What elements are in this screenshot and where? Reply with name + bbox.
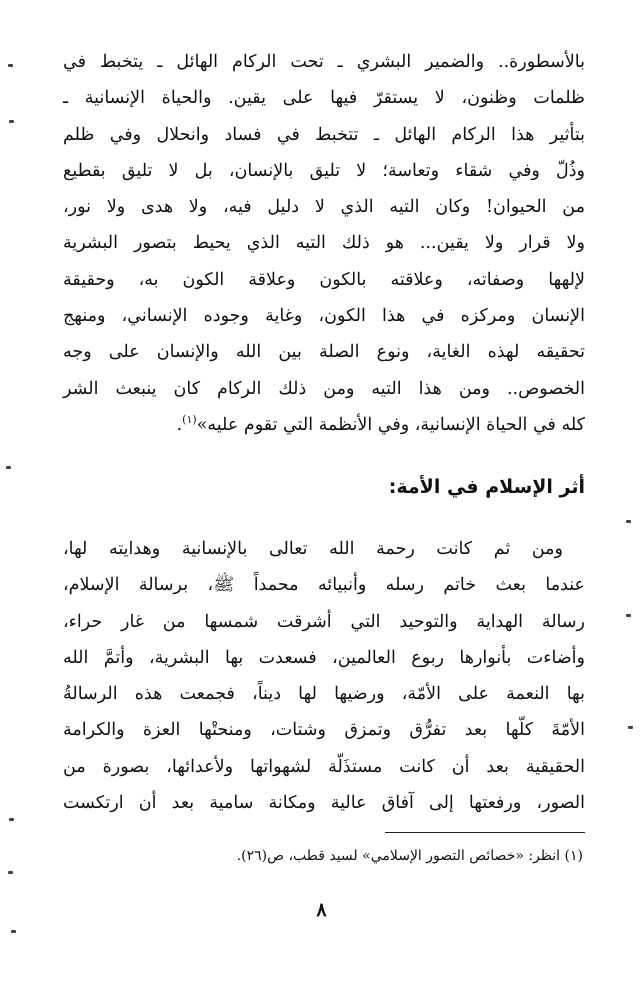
- text-line-content: كله في الحياة الإنسانية، وفي الأنظمة التي تقوم عليه»: [196, 414, 585, 435]
- text-line: بتأثير هذا الركام الهائل ـ تتخبط في فساد وانحلال وفي ظلم: [63, 124, 585, 145]
- text-line: رسالة الهداية والتوحيد التي أشرقت شمسها من غار حراء،: [63, 611, 585, 632]
- text-line: بالأسطورة.. والضمير البشري ـ تحت الركام الهائل ـ يتخبط في: [63, 52, 585, 72]
- scan-mark: [6, 466, 11, 469]
- text-line: بها النعمة على الأمّة، ورضيها لها ديناً، فجمعت هذه الرسالةُ: [63, 684, 585, 705]
- text-line-first: ومن ثم كانت رحمة الله تعالى بالإنسانية وهدايته لها،: [63, 539, 563, 559]
- text-line: الصور، ورفعتها إلى آفاق عالية ومكانة سامية بعد أن ارتكست: [63, 793, 585, 814]
- scan-mark: [8, 871, 13, 874]
- text-line: وذُلّ وفي شقاء وتعاسة؛ لا تليق بالإنسان، بل لا تليق بقطيع: [63, 160, 585, 181]
- scan-mark: [626, 614, 631, 617]
- paragraph-bottom: [63, 531, 585, 821]
- scan-mark: [8, 64, 13, 67]
- text-line-last: كله في الحياة الإنسانية، وفي الأنظمة التي تقوم عليه»$^{(١)}$.: [176, 413, 585, 435]
- text-line: لإلهها وصفاته، وعلاقته بالكون وعلاقة الكون به، وحقيقة: [63, 269, 585, 290]
- text-line: الخصوص.. ومن هذا التيه ومن ذلك الركام كان ينبعث الشر: [63, 378, 585, 399]
- text-line: تحقيقه لهذه الغاية، ونوع الصلة بين الله والإنسان على وجه: [63, 342, 585, 363]
- text-line: وأضاءت بأنوارها ربوع العالمين، فسعدت بها البشرية، وأتمَّ الله: [63, 647, 585, 668]
- text-line: الإنسان ومركزه في هذا الكون، وغاية وجوده الإنساني، ومنهج: [63, 306, 585, 327]
- text-line: الحقيقية بعد أن كانت مستذَلّة لشهواتها ولأعدائها، بصورة من: [63, 756, 585, 777]
- text-line: الأمّةَ كلّها بعد تفرُّق وتمزق وشتات، ومنحتْها العزة والكرامة: [63, 720, 585, 741]
- footnote-reference[interactable]: (١): [182, 413, 197, 427]
- section-heading: أثر الإسلام في الأمة:: [388, 476, 585, 498]
- page-number: ٨: [316, 899, 327, 921]
- text-line: ولا قرار ولا يقين... هو ذلك التيه الذي يحيط بتصور البشرية: [63, 233, 585, 254]
- scan-mark: [626, 520, 631, 523]
- text-line: عندما بعث خاتم رسله وأنبيائه محمداً ﷺ، برسالة الإسلام،: [63, 575, 585, 596]
- scan-mark: [628, 726, 633, 729]
- footnote-separator: [385, 832, 585, 833]
- paragraph-top: [63, 44, 585, 443]
- text-line: ظلمات وظنون، لا يستقرّ فيها على يقين. والحياة الإنسانية ـ: [63, 88, 585, 109]
- scan-mark: [11, 930, 16, 933]
- footnote: (١) انظر: «خصائص التصور الإسلامي» لسيد قطب، ص(٢٦).: [236, 848, 583, 864]
- scan-mark: [9, 818, 14, 821]
- scan-mark: [9, 120, 14, 123]
- text-line: من الحيوان! وكان التيه الذي لا دليل فيه، ولا هدى ولا نور،: [63, 197, 585, 218]
